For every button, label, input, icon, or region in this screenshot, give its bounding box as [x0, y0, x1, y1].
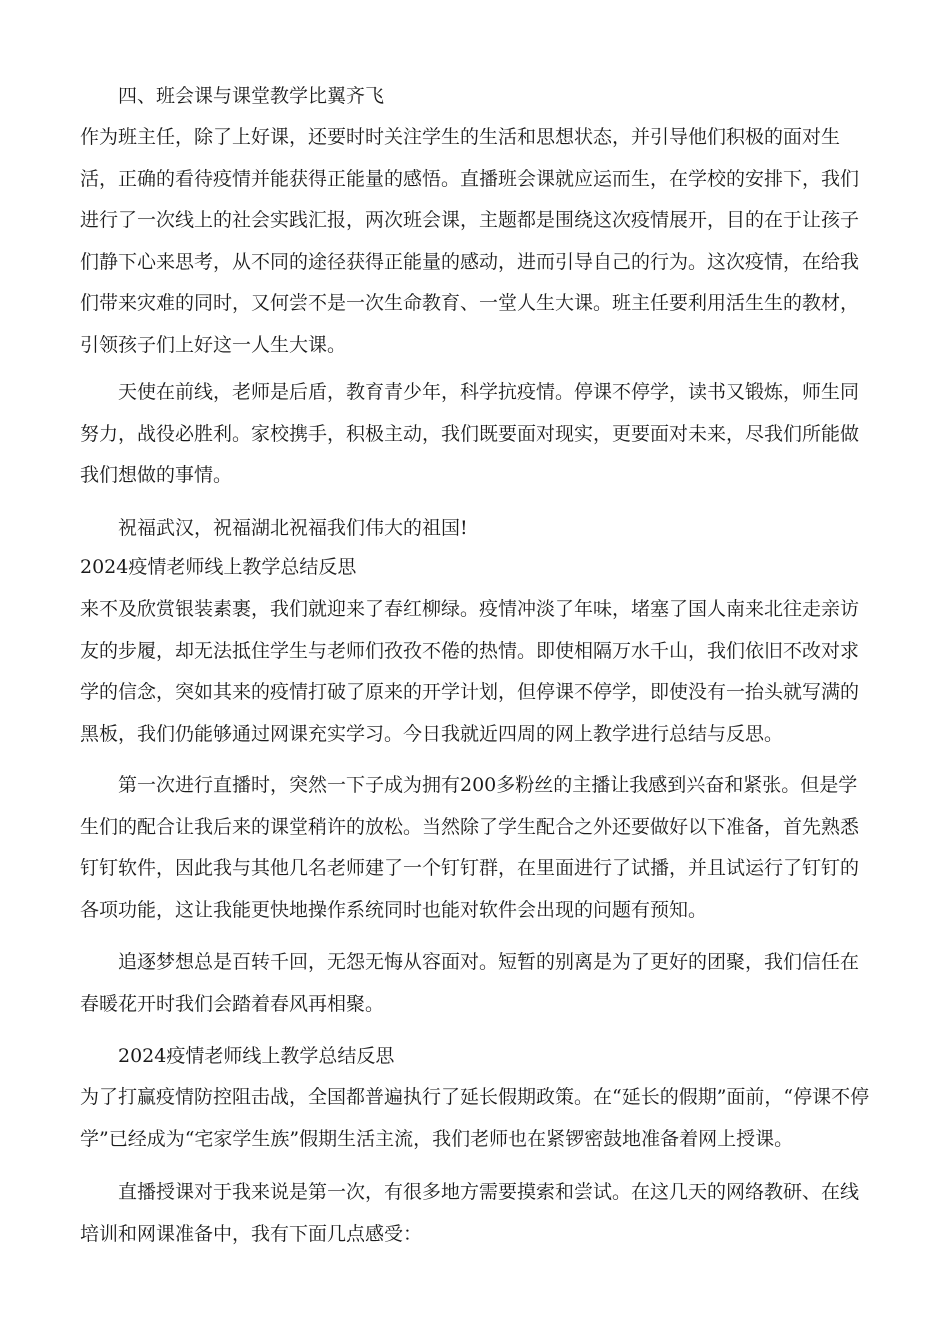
section-heading: 2024疫情老师线上教学总结反思	[80, 556, 357, 578]
body-paragraph: 作为班主任，除了上好课，还要时时关注学生的生活和思想状态，并引导他们积极的面对生活，正确的看待疫情并能获得正能量的感悟。直播班会课就应运而生，在学校的安排下，我们进行了一次线上的社会实践汇报，两次班会课，主题都是围绕这次疫情展开，目的在于让孩子们静下心来思考，从不同的途径获得正能量的感动，进而引导自己的行为。这次疫情，在给我们带来灾难的同时，又何尝不是一次生命教育、一堂人生大课。班主任要利用活生生的教材，引领孩子们上好这一人生大课。	[80, 126, 860, 356]
body-paragraph: 追逐梦想总是百转千回，无怨无悔从容面对。短暂的别离是为了更好的团聚，我们信任在春暖花开时我们会踏着春风再相聚。	[80, 951, 860, 1015]
body-paragraph: 祝福武汉，祝福湖北祝福我们伟大的祖国!	[118, 517, 468, 539]
section-heading: 2024疫情老师线上教学总结反思	[118, 1045, 395, 1067]
body-paragraph: 为了打赢疫情防控阻击战，全国都普遍执行了延长假期政策。在“延长的假期”面前，“停课不停学”已经成为“宅家学生族”假期生活主流，我们老师也在紧锣密鼓地准备着网上授课。	[80, 1086, 870, 1150]
body-paragraph: 来不及欣赏银装素裹，我们就迎来了春红柳绿。疫情冲淡了年味，堵塞了国人南来北往走亲访友的步履，却无法抵住学生与老师们孜孜不倦的热情。即使相隔万水千山，我们依旧不改对求学的信念，突如其来的疫情打破了原来的开学计划，但停课不停学，即使没有一抬头就写满的黑板，我们仍能够通过网课充实学习。今日我就近四周的网上教学进行总结与反思。	[80, 598, 860, 745]
body-paragraph: 直播授课对于我来说是第一次，有很多地方需要摸索和尝试。在这几天的网络教研、在线培训和网课准备中，我有下面几点感受：	[80, 1181, 860, 1245]
body-paragraph: 天使在前线，老师是后盾，教育青少年，科学抗疫情。停课不停学，读书又锻炼，师生同努力，战役必胜利。家校携手，积极主动，我们既要面对现实，更要面对未来，尽我们所能做我们想做的事情。	[80, 381, 860, 487]
body-paragraph: 第一次进行直播时，突然一下子成为拥有200多粉丝的主播让我感到兴奋和紧张。但是学生们的配合让我后来的课堂稍许的放松。当然除了学生配合之外还要做好以下准备，首先熟悉钉钉软件，因此我与其他几名老师建了一个钉钉群，在里面进行了试播，并且试运行了钉钉的各项功能，这让我能更快地操作系统同时也能对软件会出现的问题有预知。	[80, 774, 860, 921]
section-heading: 四、班会课与课堂教学比翼齐飞	[118, 85, 385, 107]
